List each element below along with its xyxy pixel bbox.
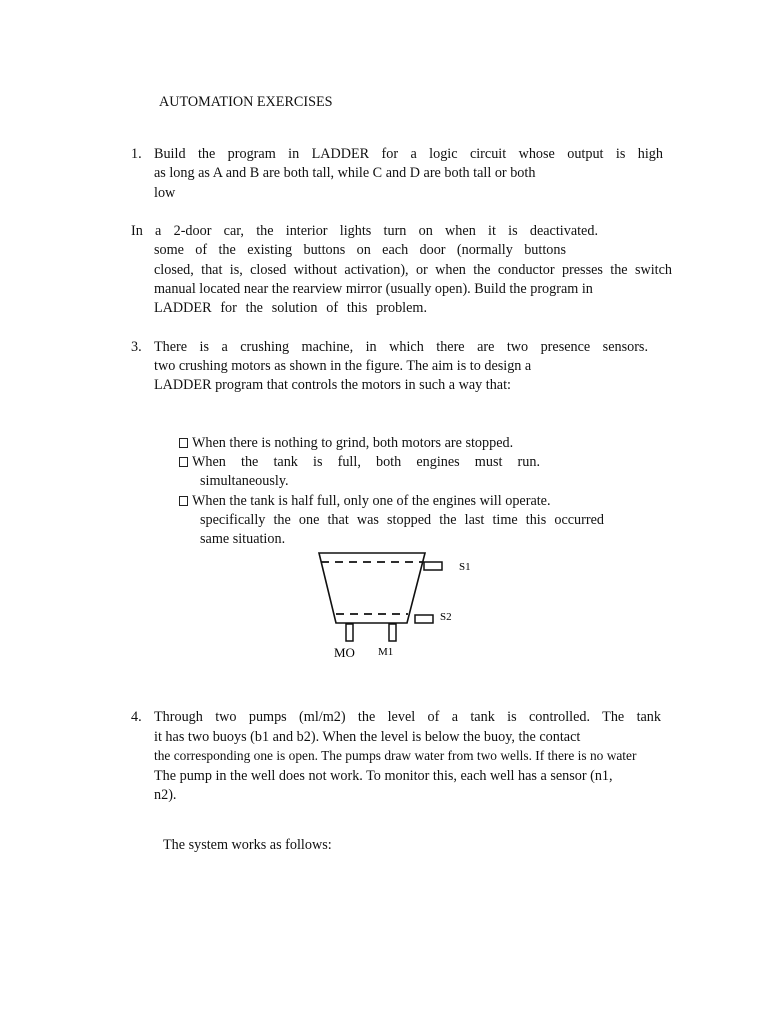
bullet-1-line-1: When there is nothing to grind, both motors are stopped. <box>192 435 514 451</box>
exercise-3-number: 3. <box>131 339 142 355</box>
motor-m1-label: M1 <box>378 646 394 658</box>
sensor-s1-label: S1 <box>459 561 471 573</box>
sensor-s2-label: S2 <box>440 611 452 623</box>
exercise-4-line-4: The pump in the well does not work. To monitor this, each well has a sensor (n1, <box>154 768 613 784</box>
exercise-1-line-3: low <box>154 185 176 201</box>
exercise-4-line-3: the corresponding one is open. The pumps draw water from two wells. If there is no water <box>154 748 637 763</box>
bullet-3-line-1: When the tank is half full, only one of the engines will operate. <box>192 493 551 509</box>
exercise-2-line-5: LADDER for the solution of this problem. <box>154 300 427 316</box>
exercise-4-number: 4. <box>131 709 142 725</box>
bullet-3-line-2: specifically the one that was stopped the last time this occurred <box>200 512 604 528</box>
exercise-1-line-1: Build the program in LADDER for a logic circuit whose output is high <box>154 146 663 162</box>
exercise-3-line-2: two crushing motors as shown in the figure. The aim is to design a <box>154 358 532 374</box>
bullet-box-icon <box>179 457 188 467</box>
exercise-2-line-1: In a 2-door car, the interior lights turn on when it is deactivated. <box>131 223 598 239</box>
bullet-3-line-3: same situation. <box>200 531 286 547</box>
exercise-2-line-2: some of the existing buttons on each door (normally buttons <box>154 242 566 258</box>
exercise-1-line-2: as long as A and B are both tall, while C and D are both tall or both <box>154 165 536 181</box>
exercise-3-line-1: There is a crushing machine, in which there are two presence sensors. <box>154 339 648 355</box>
motor-m0-icon <box>346 624 353 641</box>
sensor-s1-icon <box>424 562 442 570</box>
motor-m0-label: MO <box>334 645 355 660</box>
bullet-2-line-2: simultaneously. <box>200 473 289 489</box>
bullet-3 <box>179 492 551 510</box>
exercise-4-line-5: n2). <box>154 787 177 803</box>
exercise-1-number: 1. <box>131 146 142 162</box>
bullet-2-line-1: When the tank is full, both engines must run. <box>192 454 540 470</box>
motor-m1-icon <box>389 624 396 641</box>
exercise-2-line-4: manual located near the rearview mirror (usually open). Build the program in <box>154 281 593 297</box>
sensor-s2-icon <box>415 615 433 623</box>
bullet-box-icon <box>179 438 188 448</box>
closing-text: The system works as follows: <box>163 837 332 853</box>
exercise-4-line-2: it has two buoys (b1 and b2). When the level is below the buoy, the contact <box>154 729 581 745</box>
exercise-3-line-3: LADDER program that controls the motors in such a way that: <box>154 377 511 393</box>
page-title: AUTOMATION EXERCISES <box>159 94 333 110</box>
exercise-2-line-3: closed, that is, closed without activation), or when the conductor presses the switch <box>154 262 672 278</box>
tank-outline <box>319 553 425 623</box>
exercise-4-line-1: Through two pumps (ml/m2) the level of a tank is controlled. The tank <box>154 709 661 725</box>
crusher-figure <box>300 548 490 663</box>
bullet-1 <box>179 434 513 452</box>
bullet-2 <box>179 453 192 471</box>
bullet-box-icon <box>179 496 188 506</box>
